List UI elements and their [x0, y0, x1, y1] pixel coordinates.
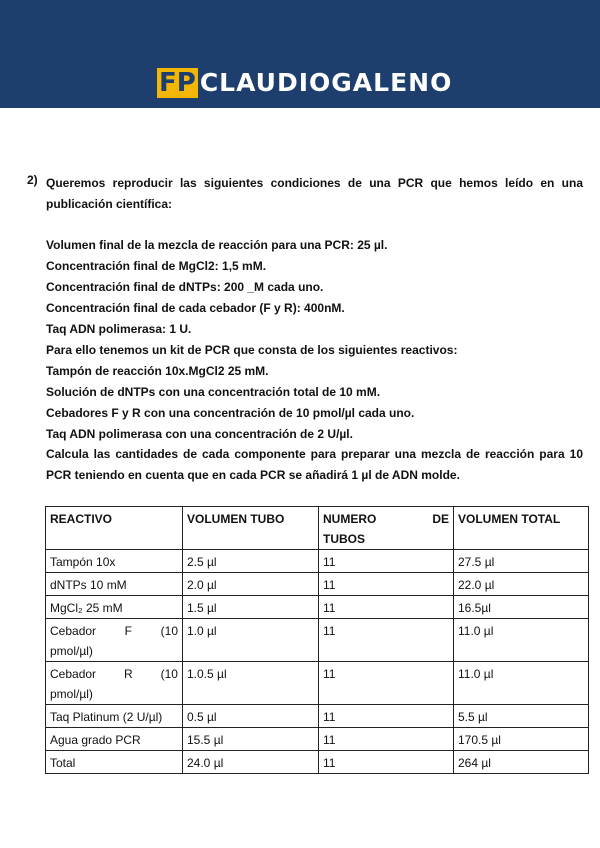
cell-total: 27.5 µl — [454, 550, 589, 573]
cell-total: 16.5µl — [454, 596, 589, 619]
logo-fp-badge: FP — [159, 68, 196, 98]
cell-total: 11.0 µl — [454, 662, 589, 705]
cell-tubo: 15.5 µl — [183, 728, 319, 751]
table-row — [46, 573, 589, 596]
header-numero-tubos: NUMERO DE TUBOS — [319, 507, 454, 550]
cell-total: 22.0 µl — [454, 573, 589, 596]
condition-line: Concentración final de cada cebador (F y R): 400nM. — [46, 301, 345, 315]
header-reactivo: REACTIVO — [46, 507, 183, 550]
cell-reactivo: Cebador R (10 pmol/µl) — [46, 662, 183, 705]
brand-logo — [157, 67, 452, 99]
kit-line: Taq ADN polimerasa con una concentración de 2 U/µl. — [46, 427, 353, 441]
condition-line: Volumen final de la mezcla de reacción para una PCR: 25 µl. — [46, 238, 388, 252]
cell-tubo: 2.5 µl — [183, 550, 319, 573]
table-row — [46, 550, 589, 573]
cell-tubo: 1.0 µl — [183, 619, 319, 662]
cell-reactivo: Taq Platinum (2 U/µl) — [46, 705, 183, 728]
cell-reactivo: Total — [46, 751, 183, 774]
question-intro: Queremos reproducir las siguientes condiciones de una PCR que hemos leído en una publicación científica: — [46, 176, 583, 211]
table-row — [46, 705, 589, 728]
table-row-total — [46, 751, 589, 774]
page-header — [0, 0, 600, 108]
cell-reactivo: Tampón 10x — [46, 550, 183, 573]
cell-tubo: 0.5 µl — [183, 705, 319, 728]
cell-reactivo: dNTPs 10 mM — [46, 573, 183, 596]
cell-n: 11 — [319, 596, 454, 619]
cell-n: 11 — [319, 751, 454, 774]
reagents-table — [45, 506, 589, 774]
cell-total: 264 µl — [454, 751, 589, 774]
cell-n: 11 — [319, 573, 454, 596]
cell-tubo: 24.0 µl — [183, 751, 319, 774]
cell-n: 11 — [319, 705, 454, 728]
cell-tubo: 1.5 µl — [183, 596, 319, 619]
cell-total: 11.0 µl — [454, 619, 589, 662]
cell-tubo: 1.0.5 µl — [183, 662, 319, 705]
header-volumen-total: VOLUMEN TOTAL — [454, 507, 589, 550]
calc-instruction: Calcula las cantidades de cada componente para preparar una mezcla de reacción para 10 PCR teniendo en cuenta que en cada PCR se añadirá 1 µl de ADN molde. — [46, 447, 583, 482]
cell-n: 11 — [319, 728, 454, 751]
condition-line: Concentración final de MgCl2: 1,5 mM. — [46, 259, 267, 273]
table-header-row — [46, 507, 589, 550]
question-number: 2) — [27, 173, 38, 187]
kit-line: Tampón de reacción 10x.MgCl2 25 mM. — [46, 364, 269, 378]
cell-n: 11 — [319, 662, 454, 705]
cell-reactivo: Agua grado PCR — [46, 728, 183, 751]
table-row — [46, 728, 589, 751]
cell-total: 5.5 µl — [454, 705, 589, 728]
cell-n: 11 — [319, 550, 454, 573]
condition-line: Concentración final de dNTPs: 200 _M cada uno. — [46, 280, 324, 294]
table-row — [46, 662, 589, 705]
logo-name: CLAUDIOGALENO — [199, 68, 453, 97]
condition-line: Taq ADN polimerasa: 1 U. — [46, 322, 192, 336]
header-volumen-tubo: VOLUMEN TUBO — [183, 507, 319, 550]
cell-reactivo: Cebador F (10 pmol/µl) — [46, 619, 183, 662]
kit-intro-line: Para ello tenemos un kit de PCR que consta de los siguientes reactivos: — [46, 343, 458, 357]
kit-line: Cebadores F y R con una concentración de 10 pmol/µl cada uno. — [46, 406, 415, 420]
cell-tubo: 2.0 µl — [183, 573, 319, 596]
cell-reactivo: MgCl₂ 25 mM — [46, 596, 183, 619]
kit-line: Solución de dNTPs con una concentración total de 10 mM. — [46, 385, 381, 399]
table-row — [46, 596, 589, 619]
table-row — [46, 619, 589, 662]
cell-total: 170.5 µl — [454, 728, 589, 751]
cell-n: 11 — [319, 619, 454, 662]
